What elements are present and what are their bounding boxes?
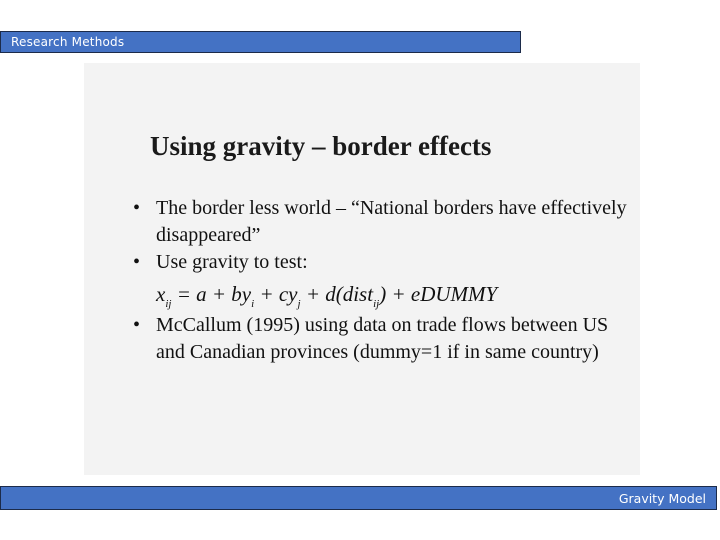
gravity-equation xyxy=(133,276,633,312)
equation-render: $x_{ij} = a + by_i + cy_j$ + d(dist$_{ij}$) + eDUMMY xyxy=(156,282,498,310)
footer-title: Gravity Model xyxy=(618,490,706,506)
bullet-icon: • xyxy=(133,197,141,219)
bullet-text: McCallum (1995) using data on trade flows between US and Canadian provinces (dummy=1 if in same country) xyxy=(156,314,609,363)
bullet-item xyxy=(133,249,633,276)
bullet-list xyxy=(133,195,633,366)
bullet-icon: • xyxy=(133,251,141,273)
footer-bar xyxy=(0,486,717,510)
slide-panel xyxy=(84,63,640,475)
header-title: Research Methods xyxy=(11,35,125,49)
bullet-text: Use gravity to test: xyxy=(156,251,308,273)
bullet-item xyxy=(133,312,633,366)
bullet-icon: • xyxy=(133,314,141,336)
slide-title: Using gravity – border effects xyxy=(150,131,492,161)
bullet-text: The border less world – “National borders have effectively disappeared” xyxy=(156,197,627,246)
header-bar xyxy=(0,31,521,53)
bullet-item xyxy=(133,195,633,249)
